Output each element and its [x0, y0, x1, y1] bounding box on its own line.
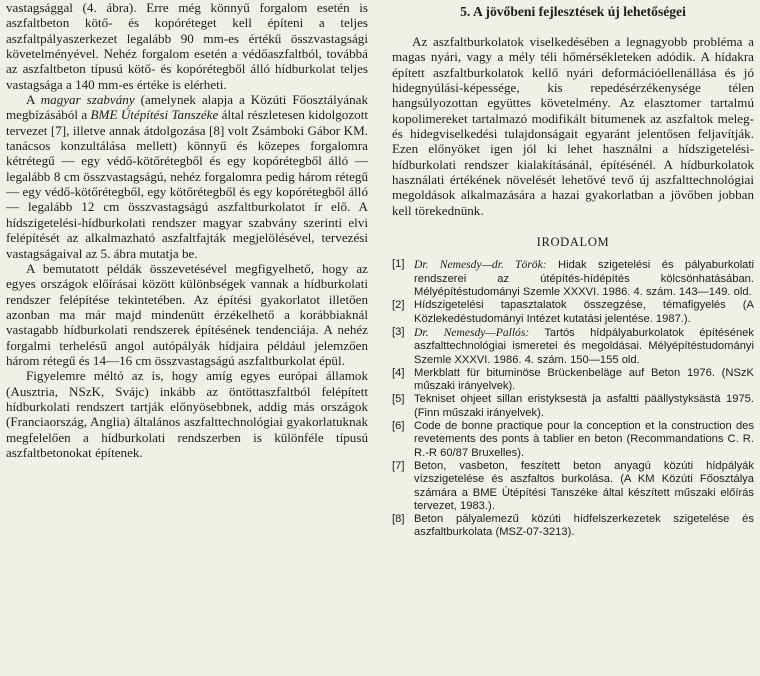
references-list	[392, 258, 754, 539]
left-column	[6, 0, 368, 460]
paragraph-europe: Figyelemre méltó az is, hogy amíg egyes európai államok (Ausztria, NSzK, Svájc) inkább az öntöttaszfaltból felépített hídburkolati rendszert tartják előnyösebbnek, addig más országok (Franciaország, Anglia) általános aszfalttechnológiai gyakorlatuknak megfelelően a hídburkolati rendszerben is különféle típusú aszfaltbetonokat építenek.	[6, 368, 368, 460]
paragraph-standard: A magyar szabvány (amelynek alapja a Közúti Főosztályának megbízásából a BME Útépítési Tanszéke által részletesen kidolgozott tervezet [7], illetve annak átdolgozása [8] volt Zsámboki Gábor KM. tanácsos konzultálása mellett) könnyű és közepes forgalomra kétrétegű — egy védő-kötőrétegből és egy kopórétegből álló — legalább 8 cm összvastagságú, nehéz forgalomra pedig három rétegű — egy védő-kötőrétegből, egy kötőrétegből és egy kopórétegből álló — legalább 12 cm összvastagságú aszfaltburkolatot ír elő. A hídszigetelési-hídburkolati rendszer magyar szabvány szerinti elvi felépítését az alkalmazható aszfaltfajták megjelölésével, tervezési vastagságaival az 5. ábra mutatja be.	[6, 92, 369, 261]
reference-item: [1] Dr. Nemesdy—dr. Török: Hidak szigetelési és pályaburkolati rendszerei az útépítés-hídépítés kölcsönhatásában. Mélyépítéstudományi Szemle XXXVI. 1986. 4. szám. 143—149. old.	[392, 258, 755, 299]
paragraph-developments: Az aszfaltburkolatok viselkedésében a legnagyobb probléma a magas nyári, vagy a mély téli hőmérsékleteken adódik. A hídakra épített aszfaltburkolatok kellő nyári deformációellenállása és jó hidegnyúlási-képessége, kis repedésérzékenysége télen hangsúlyozottan együttes követelmény. Az elasztomer tartalmú kopolimereket tartalmazó modifikált bitumenek az aszfaltok meleg- és hidegviselkedési tulajdonságait egyaránt jelentősen feljavítják. Ezen előnyöket igen jól ki lehet használni a hídszigetelési-hídburkolati rendszer kialakításánál, építésénél. A hídburkolatok használati értékének növelését lehetővé tevő új aszfalttechnológiai megoldások alkalmazására a hazai gyakorlatban a jövőben jobban kell törekednünk.	[392, 34, 754, 218]
right-column	[392, 4, 754, 540]
reference-item: [8] Beton pályalemezű közúti hídfelszerkezetek szigetelése és aszfaltburkolata (MSZ-07-3213).	[392, 513, 754, 539]
reference-item: [2] Hídszigetelési tapasztalatok összegzése, témafigyelés (A Közlekedéstudományi Intézet kutatási jelentése. 1987.).	[392, 299, 754, 325]
reference-item: [5] Tekniset ohjeet sillan eristyksestä ja asfaltti päällystyksästä 1975. (Finn műszaki irányelvek).	[392, 393, 754, 419]
reference-item: [4] Merkblatt für bituminöse Brückenbeläge auf Beton 1976. (NSzK műszaki irányelvek).	[392, 366, 754, 393]
reference-item: [3] Dr. Nemesdy—Pallós: Tartós hídpályaburkolatok építésének aszfalttechnológiai ismeretei és megoldásai. Mélyépítéstudományi Szemle XXXVI. 1986. 4. szám. 150—155 old.	[392, 325, 754, 366]
reference-item: [6] Code de bonne practique pour la conception et la construction des revetements des ponts à tablier en beton (Recommandations C. R. R.-R 60/87 Bruxelles).	[392, 420, 754, 459]
section-heading: 5. A jövőbeni fejlesztések új lehetőségei	[460, 4, 686, 19]
paragraph-continuation: vastagsággal (4. ábra). Erre még könnyű forgalom esetén is aszfaltbeton kötő- és kopóréteget kell építeni a teljes aszfaltpályaszerkezet legalább 90 mm-es értékű összvastagsági követelményével. Nehéz forgalom esetén a védőaszfaltból, továbbá az aszfaltbeton típusú kötő- és kopórétegből álló hídburkolat teljes vastagsága a 140 mm-es értéke is elérheti.	[6, 0, 368, 92]
paragraph-comparison: A bemutatott példák összevetésével megfigyelhető, hogy az egyes országok előírásai között különbségek vannak a hídburkolati rendszer felépítése tekintetében. Az építési gyakorlatot illetően azonban ma már majd mindenütt érzékelhető a korábbiaknál vastagabb hídburkolati rendszerek építésének tendenciája. A nehéz forgalmi terhelésű angol autópályák hídjaira például jelemzően három rétegű és 14—16 cm összvastagságú aszfaltburkolat épül.	[6, 260, 368, 368]
reference-item: [7] Beton, vasbeton, feszített beton anyagú közúti hídpályák vízszigetelése és aszfaltos burkolása. (A KM Közúti Főosztálya számára a BME Útépítési Tanszéke által készített műszaki előírás tervezet, 1983.).	[392, 459, 754, 512]
references-heading: IRODALOM	[536, 235, 610, 250]
